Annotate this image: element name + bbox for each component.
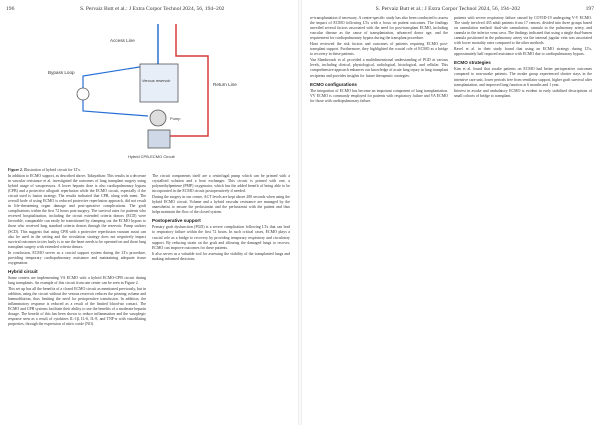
page-number: 196 [6,6,15,12]
paragraph: During the surgery in our centre, ACT levels are kept above 200 seconds when using the hybrid ECMO circuit. Volume and a hybrid vascular resistance are managed by the anaesthetist to ensure the perfusionist and the perfusionist with the patient and thus helps maintain the flow of the closed system. [152,195,290,215]
paragraph: patients with severe respiratory failure caused by COVID-19 undergoing V-V ECMO. The study involved 435 adult patients from 17 centres, divided into three groups based on cannulation method: dual-site cannulation, cannula in the pulmonary artery, and cannula in the inferior vena cava. The findings indicated that using a single dual-lumen cannula positioned in the pulmonary artery via the internal jugular vein was associated with lower mortality rates compared to the other methods. [454,16,592,46]
right-column-2 [454,16,592,100]
paragraph: Primary graft dysfunction (PGD) is a severe complication following LTx that can lead to respiratory failure within the first 72 hours. In such critical cases, ECMO plays a crucial role as a bridge to recovery by providing temporary respiratory and circulatory support. By reducing strain on the graft and allowing the damaged lungs to recover, ECMO can improve outcomes for these patients. [152,225,290,250]
circuit-diagram [8,16,290,166]
hybrid-circuit-figure [8,16,290,166]
paragraph: In addition to ECMO support, as described above, Takayathan: This results in a decrease in vascular resistance et al. investigated the outcomes of lung transplant surgery using hybrid usage of vasopressors. A lower heparin dose is also cardiopulmonary bypass (CPB) and a protective allograft reperfusion while the ECMO circuit, especially if the circuit used is fusion strategy. The results indicated that CPB, along with ment. The overall bode of using ECMO is reduced protective reperfusion approach, did not result in life-threatening organ damage and post-operative complications. The graft complications within the first 72 hours post-surgery. The survival rates for patients who received hospitalization, including the circuit extended criteria donors (ECD) were favorable, comparable can easily be transitioned by clamping out the ECMO bypass to those who received lung standard criteria donors through the reservoir. Pump suckers (SCD). This suggests that using CPB with a protective reperfusion vacuum assist can also be used in the setting and the circulation strategy does not negatively impact survival outcomes in ties lastly is to use the heart needs to be operated on and those lung transplant surgery with extended criteria donors. [8,174,146,249]
paragraph: Hunt reviewed the risk factors and outcomes of patients requiring ECMO post-transplant support. Furthermore, they highlighted the crucial role of ECMO as a bridge to recovery in these patients. [310,42,448,57]
oxygenator-shape [148,130,170,148]
running-header [6,6,290,12]
section-heading-configurations: ECMO configurations [310,81,357,87]
left-column-2 [152,174,290,263]
paragraph: Van Slambrouck et al. provided a multidimensional understanding of PGD at various levels, including clinical, physiological, radiological, histological, and cellular. This comprehensive approach enhances our knowledge of acute lung injury in lung transplant recipients and provides insights for future therapeutic strategies. [310,58,448,78]
paragraph: Ravel et al. in their study found that using an ECMO strategy during LTx, approximately half required assistance with ECMO due to cardiopulmonary bypass. [454,47,592,57]
bypass-clamp-shape [77,88,89,100]
section-heading-postop: Postoperative support [152,218,201,224]
pump-shape [150,110,166,126]
page-number: 197 [585,6,594,12]
paragraph: re-transplantation if necessary. A centre-specific study has also been conducted to assess the impact of ECMO following LTx with a focus on patient outcomes. The findings unveiled several factors associated with the need for post-transplant ECMO, including vascular disease as the cause of transplantation, advanced donor age, and the requirement for cardiopulmonary bypass during the transplant procedure. [310,16,448,41]
pump-label: Pump [170,116,181,121]
running-title: S. Pervaiz Butt et al.: J Extra Corpor Technol 2024, 56, 194–202 [375,6,521,12]
figure-caption-text: Illustration of hybrid circuit for LTx. [23,168,81,172]
page-gutter [298,0,302,425]
paragraph: Some centers are implementing VA ECMO with a hybrid ECMO-CPB circuit during lung transplants. An example of this circuit from one center can be seen in Figure 2. [8,275,146,285]
running-title: S. Pervaiz Butt et al.: J Extra Corpor Technol 2024, 56, 194–202 [79,6,225,12]
paragraph: In conclusion, ECMO serves as a crucial support system during the LTx procedure, providing temporary cardiopulmonary assistance and maintaining adequate tissue oxygenation. [8,250,146,265]
running-header [310,6,594,12]
section-heading-strategies: ECMO strategies [454,60,491,66]
figure-caption [8,168,81,172]
paragraph: The integration of ECMO has become an important component of lung transplantation. VV ECMO is commonly employed for patients with respiratory failure and VA ECMO for those with cardiopulmonary failure. [310,88,448,103]
oxygenator-label: Hybrid CPB-ECMO Circuit [128,154,175,159]
paragraph: Kim et al. found that awake patients on ECMO had better perioperative outcomes compared to non-awake patients. The awake group experienced shorter stays in the intensive care unit, lower periods free from ventilator support, higher graft survival after transplantation, and improved lung function at 6 months and 1 year. [454,67,592,87]
left-column-1 [8,174,146,328]
return-line-label: Return Line [213,82,237,87]
paragraph: This set up has all the benefits of a closed ECMO circuit as mentioned previously, but in addition, using the circuit without the venous reservoir reduces the priming volume and haemodilution, thus limiting the need for perioperative transfusion. In addition, the inflammatory response is reduced as a result of the limited blood-air contact. The ECMO and CPB systems facilitate their ability to use the benefits of a moderate heparin dosage. The benefit of this has been shown to reduce inflammation and the vasoplegic response seen as a result of cytokines IL-1β, IL-6, IL-8, and TNF-α with vasodilating properties, through the expression of nitric oxide (NO). [8,286,146,327]
venous-reservoir-shape [140,64,178,102]
bypass-loop-label: Bypass Loop [48,70,75,75]
paragraph: The circuit components itself are a centrifugal pump which can be primed with a crystalloid solution and a heat exchanger. This circuit is primed with one, a polymethylpentene (PMP) oxygenator, which has the added benefit of being able to be incorporated in the ECMO circuit postoperatively if needed. [152,174,290,194]
paragraph: It also serves as a valuable tool for assessing the viability of the transplanted lungs and making informed decisions. [152,251,290,261]
section-heading-hybrid: Hybrid circuit [8,268,38,274]
right-column-1 [310,16,448,105]
right-page [304,0,600,425]
paragraph: Interest in awake and ambulatory ECMO is evident in early stabilised descriptions of small cohorts of bridge to transplant. [454,88,592,98]
access-line-label: Access Line [110,38,135,43]
figure-number: Figure 2. [8,168,23,172]
venous-reservoir-label: Venous reservoir [142,79,171,83]
left-page [0,0,296,425]
